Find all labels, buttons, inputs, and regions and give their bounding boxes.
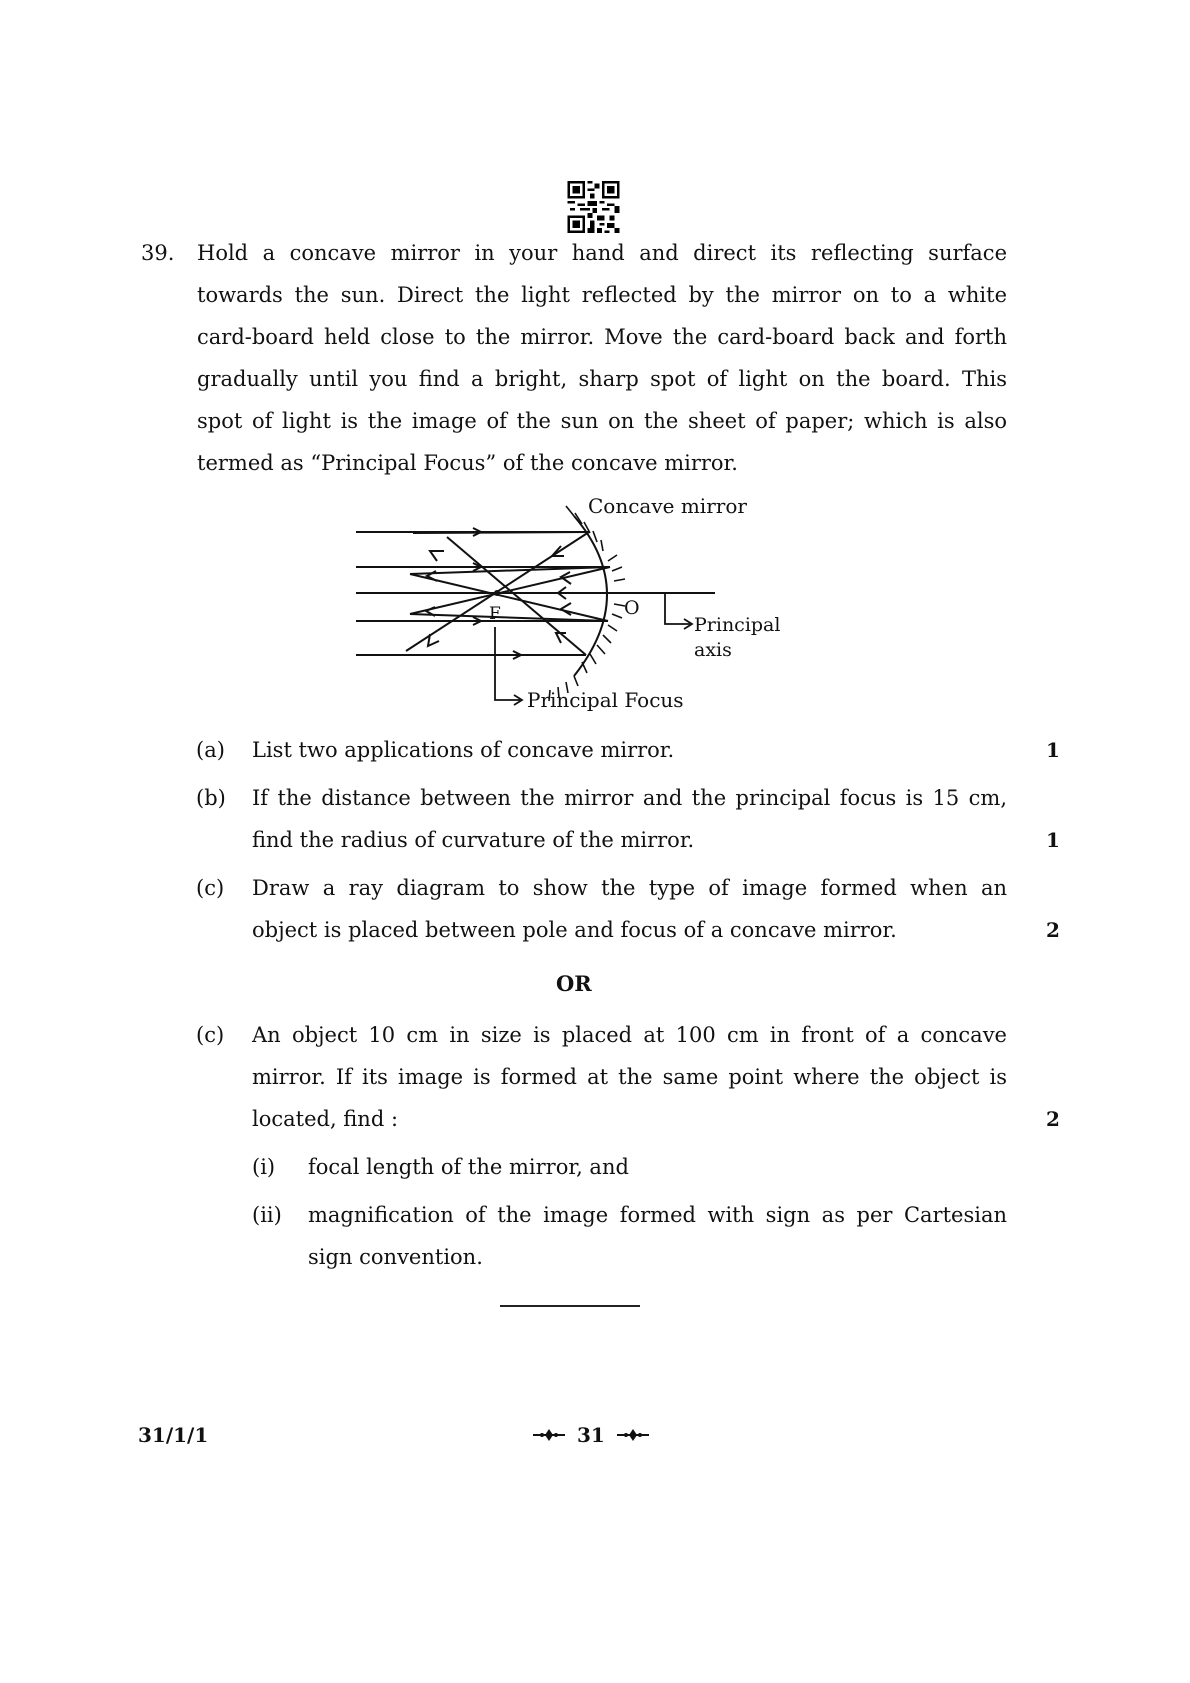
part-c-marks: 2	[1046, 918, 1060, 942]
label-principal-focus: Principal Focus	[527, 688, 684, 712]
subpart-ii-text: magnification of the image formed with sign as per Cartesian	[308, 1203, 1007, 1227]
alt-part-c-marks: 2	[1046, 1107, 1060, 1131]
part-a-text: List two applications of concave mirror.	[252, 738, 675, 762]
alt-part-c-text: located, find :	[252, 1107, 399, 1131]
label-concave-mirror: Concave mirror	[588, 494, 747, 518]
label-f: F	[489, 604, 501, 624]
subpart-i-label: (i)	[252, 1155, 276, 1179]
label-o: O	[624, 597, 640, 619]
subpart-ii-label: (ii)	[252, 1203, 282, 1227]
part-b-marks: 1	[1046, 828, 1060, 852]
part-a-label: (a)	[196, 738, 225, 762]
label-principal-axis-2: axis	[694, 639, 732, 661]
or-divider-label: OR	[556, 971, 592, 996]
intro-line: gradually until you find a bright, sharp spot of light on the board. This	[197, 367, 1007, 391]
part-c-text: object is placed between pole and focus of a concave mirror.	[252, 918, 897, 942]
intro-line: Hold a concave mirror in your hand and direct its reflecting surface	[197, 241, 1007, 265]
subpart-i-text: focal length of the mirror, and	[308, 1155, 629, 1179]
question-number: 39.	[141, 241, 175, 265]
subpart-ii-text: sign convention.	[308, 1245, 483, 1269]
alt-part-c-text: mirror. If its image is formed at the same point where the object is	[252, 1065, 1007, 1089]
intro-line: spot of light is the image of the sun on the sheet of paper; which is also	[197, 409, 1007, 433]
ornament-left-icon	[533, 1428, 565, 1442]
part-c-label: (c)	[196, 876, 225, 900]
part-b-label: (b)	[196, 786, 226, 810]
ornament-right-icon	[617, 1428, 649, 1442]
label-principal-axis-1: Principal	[694, 614, 781, 636]
page-number: 31	[577, 1423, 605, 1447]
qr-code-icon	[567, 181, 620, 233]
part-c-text: Draw a ray diagram to show the type of image formed when an	[252, 876, 1007, 900]
intro-line: termed as “Principal Focus” of the concave mirror.	[197, 451, 738, 475]
page-number-block	[533, 1423, 649, 1447]
end-separator	[500, 1305, 640, 1307]
paper-code: 31/1/1	[138, 1423, 209, 1447]
part-b-text: If the distance between the mirror and the principal focus is 15 cm,	[252, 786, 1007, 810]
concave-mirror-ray-diagram	[340, 490, 820, 730]
alt-part-c-label: (c)	[196, 1023, 225, 1047]
intro-line: towards the sun. Direct the light reflected by the mirror on to a white	[197, 283, 1007, 307]
intro-line: card-board held close to the mirror. Move the card-board back and forth	[197, 325, 1007, 349]
part-b-text: find the radius of curvature of the mirror.	[252, 828, 695, 852]
part-a-marks: 1	[1046, 738, 1060, 762]
alt-part-c-text: An object 10 cm in size is placed at 100 cm in front of a concave	[252, 1023, 1007, 1047]
